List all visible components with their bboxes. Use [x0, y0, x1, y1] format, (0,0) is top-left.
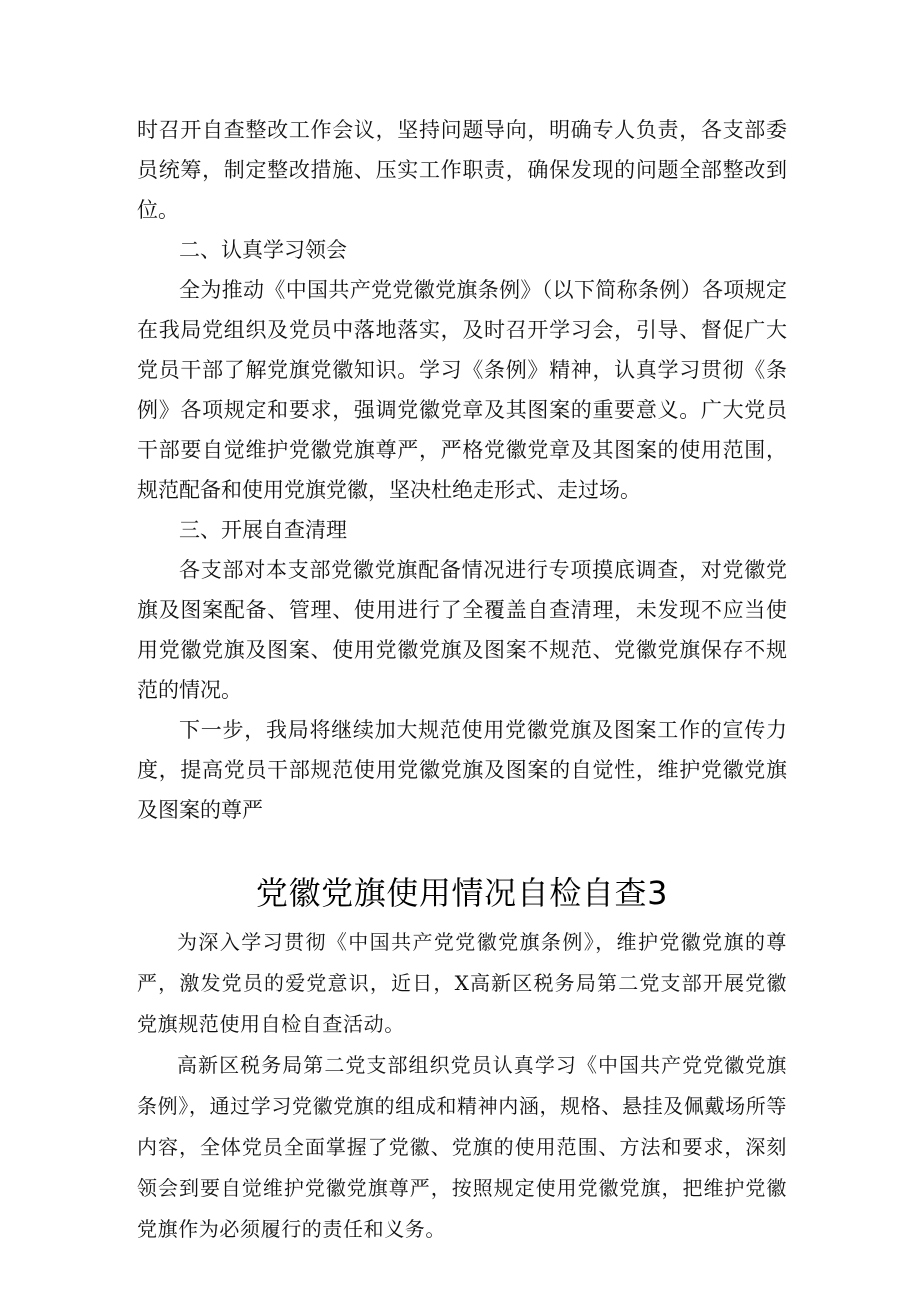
document-title: 党徽党旗使用情况自检自查3 [255, 874, 669, 912]
continuation-paragraph: 时召开自查整改工作会议，坚持问题导向，明确专人负责，各支部委员统筹，制定整改措施、压实工作职责，确保发现的问题全部整改到位。 [137, 118, 787, 222]
section-one [137, 110, 787, 830]
next-step-paragraph: 下一步，我局将继续加大规范使用党徽党旗及图案工作的宣传力度，提高党员干部规范使用党徽党旗及图案的自觉性，维护党徽党旗及图案的尊严 [137, 718, 787, 822]
branch-study-paragraph: 高新区税务局第二党支部组织党员认真学习《中国共产党党徽党旗条例》，通过学习党徽党旗的组成和精神内涵，规格、悬挂及佩戴场所等内容，全体党员全面掌握了党徽、党旗的使用范围、方法和要求，深刻领会到要自觉维护党徽党旗尊严，按照规定使用党徽党旗，把维护党徽党旗作为必须履行的责任和义务。 [137, 1053, 787, 1241]
study-paragraph: 全为推动《中国共产党党徽党旗条例》（以下简称条例）各项规定在我局党组织及党员中落地落实，及时召开学习会，引导、督促广大党员干部了解党旗党徽知识。学习《条例》精神，认真学习贯彻《条例》各项规定和要求，强调党徽党章及其图案的重要意义。广大党员干部要自觉维护党徽党旗尊严，严格党徽党章及其图案的使用范围，规范配备和使用党旗党徽，坚决杜绝走形式、走过场。 [137, 278, 787, 502]
self-check-paragraph: 各支部对本支部党徽党旗配备情况进行专项摸底调查，对党徽党旗及图案配备、管理、使用进行了全覆盖自查清理，未发现不应当使用党徽党旗及图案、使用党徽党旗及图案不规范、党徽党旗保存不规范的情况。 [137, 558, 787, 702]
heading-three: 三、开展自查清理 [179, 518, 347, 542]
heading-two: 二、认真学习领会 [179, 238, 347, 262]
intro-paragraph: 为深入学习贯彻《中国共产党党徽党旗条例》，维护党徽党旗的尊严，激发党员的爱党意识，近日，X高新区税务局第二党支部开展党徽党旗规范使用自检自查活动。 [137, 930, 787, 1036]
section-two [137, 866, 787, 1250]
